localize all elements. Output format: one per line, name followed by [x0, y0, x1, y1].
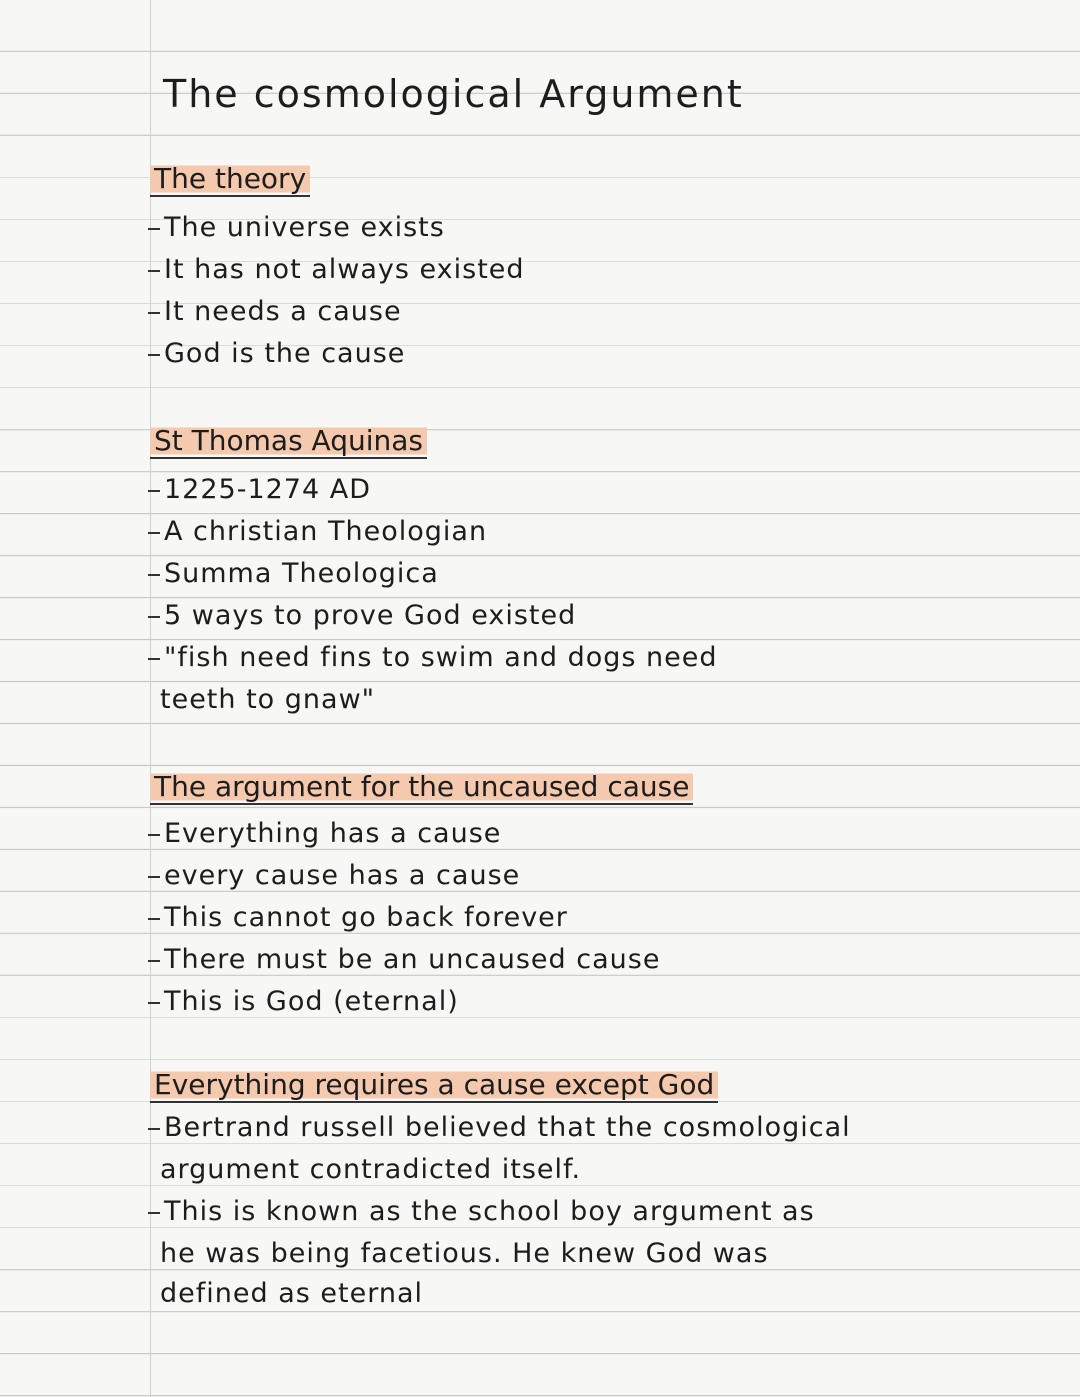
list-item: It needs a cause	[160, 296, 402, 327]
list-item: This cannot go back forever	[160, 902, 568, 933]
list-item: every cause has a cause	[160, 860, 520, 891]
list-item-continuation: teeth to gnaw"	[160, 684, 376, 715]
list-item-continuation: defined as eternal	[160, 1278, 423, 1309]
list-item: Summa Theologica	[160, 558, 439, 589]
section-heading-theory: The theory	[150, 162, 310, 197]
list-item: Everything has a cause	[160, 818, 501, 849]
list-item: 1225-1274 AD	[160, 474, 371, 505]
list-item: There must be an uncaused cause	[160, 944, 660, 975]
list-item: A christian Theologian	[160, 516, 487, 547]
margin-line	[150, 0, 151, 1397]
list-item: 5 ways to prove God existed	[160, 600, 576, 631]
list-item: God is the cause	[160, 338, 405, 369]
section-heading-uncaused-cause: The argument for the uncaused cause	[150, 770, 693, 805]
section-heading-aquinas: St Thomas Aquinas	[150, 424, 427, 459]
list-item: Bertrand russell believed that the cosmological	[160, 1112, 851, 1143]
list-item-continuation: argument contradicted itself.	[160, 1154, 582, 1185]
list-item: The universe exists	[160, 212, 445, 243]
page-title: The cosmological Argument	[163, 72, 744, 116]
list-item: "fish need fins to swim and dogs need	[160, 642, 718, 673]
section-heading-russell: Everything requires a cause except God	[150, 1068, 718, 1103]
list-item: This is known as the school boy argument as	[160, 1196, 815, 1227]
list-item: It has not always existed	[160, 254, 525, 285]
list-item: This is God (eternal)	[160, 986, 459, 1017]
list-item-continuation: he was being facetious. He knew God was	[160, 1238, 769, 1269]
